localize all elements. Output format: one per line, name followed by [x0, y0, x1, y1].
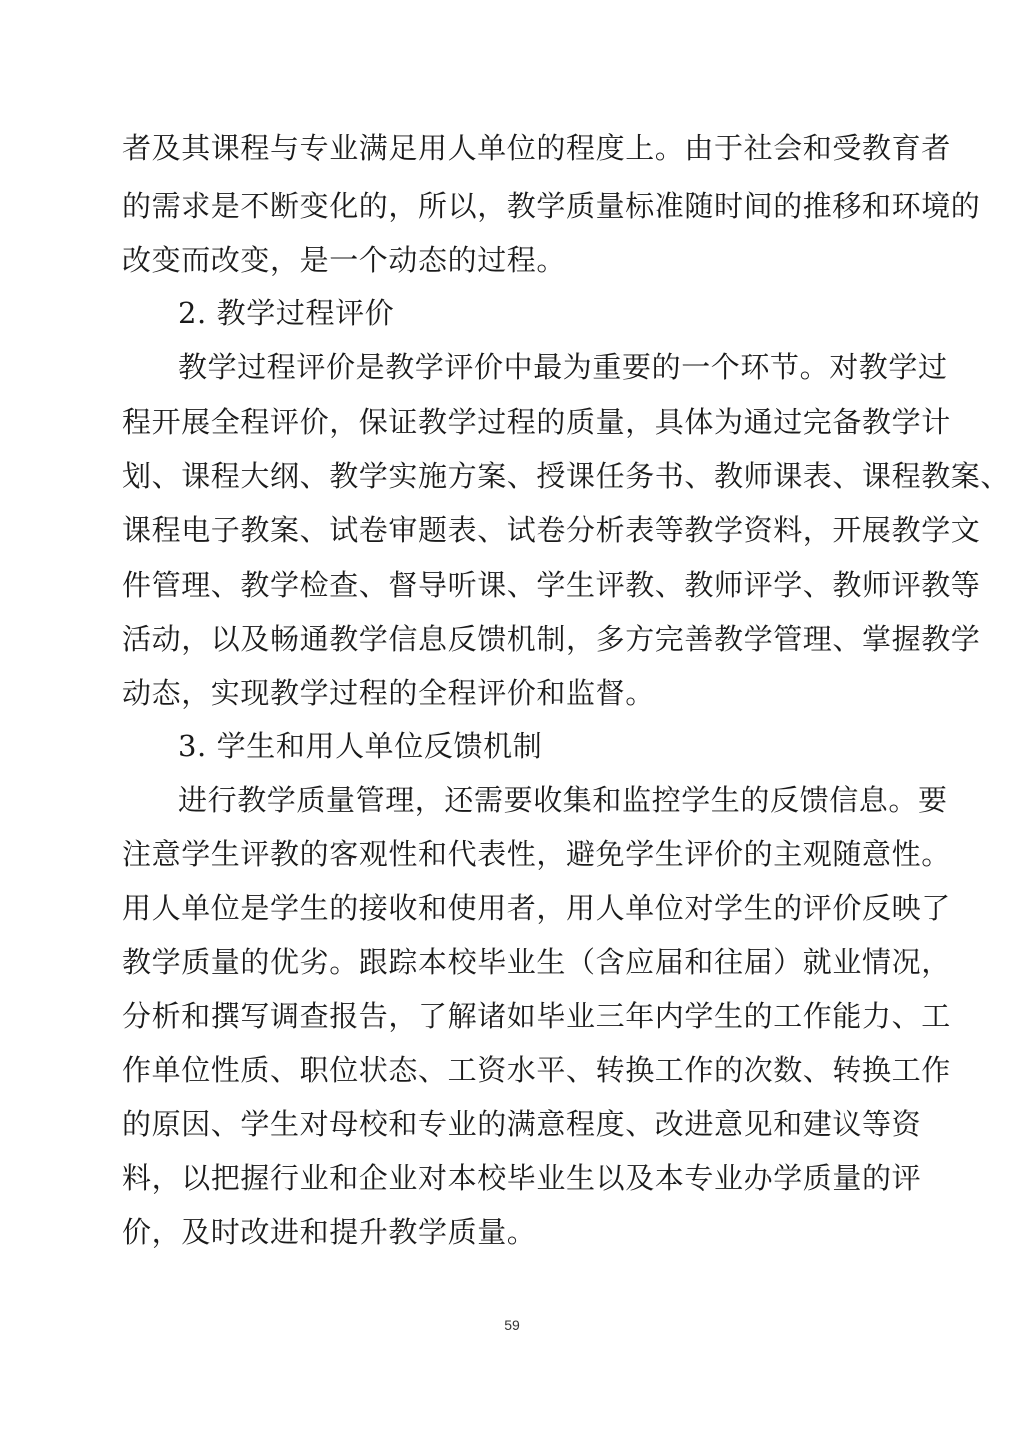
paragraph-2-line-1: 教学过程评价是教学评价中最为重要的一个环节。对教学过 — [178, 350, 948, 384]
paragraph-3-line-9: 价，及时改进和提升教学质量。 — [122, 1215, 537, 1249]
section-heading-3: 3. 学生和用人单位反馈机制 — [178, 729, 543, 763]
paragraph-2-line-3: 划、课程大纲、教学实施方案、授课任务书、教师课表、课程教案、 — [122, 459, 1011, 493]
paragraph-2-line-2: 程开展全程评价，保证教学过程的质量，具体为通过完备教学计 — [122, 405, 951, 439]
paragraph-3-line-2: 注意学生评教的客观性和代表性，避免学生评价的主观随意性。 — [122, 837, 951, 871]
paragraph-2-line-4: 课程电子教案、试卷审题表、试卷分析表等教学资料，开展教学文 — [122, 513, 981, 547]
paragraph-2-line-7: 动态，实现教学过程的全程评价和监督。 — [122, 676, 655, 710]
paragraph-3-line-8: 料，以把握行业和企业对本校毕业生以及本专业办学质量的评 — [122, 1161, 922, 1195]
paragraph-3-line-1: 进行教学质量管理，还需要收集和监控学生的反馈信息。要 — [178, 783, 948, 817]
paragraph-3-line-4: 教学质量的优劣。跟踪本校毕业生（含应届和往届）就业情况， — [122, 945, 951, 979]
page-number: 59 — [504, 1317, 520, 1333]
paragraph-1-line-3: 改变而改变，是一个动态的过程。 — [122, 243, 567, 277]
paragraph-1-line-1: 者及其课程与专业满足用人单位的程度上。由于社会和受教育者 — [122, 131, 951, 165]
paragraph-3-line-7: 的原因、学生对母校和专业的满意程度、改进意见和建议等资 — [122, 1107, 922, 1141]
paragraph-3-line-3: 用人单位是学生的接收和使用者，用人单位对学生的评价反映了 — [122, 891, 951, 925]
paragraph-1-line-2: 的需求是不断变化的，所以，教学质量标准随时间的推移和环境的 — [122, 189, 981, 223]
paragraph-2-line-5: 件管理、教学检查、督导听课、学生评教、教师评学、教师评教等 — [122, 568, 981, 602]
paragraph-3-line-5: 分析和撰写调查报告，了解诸如毕业三年内学生的工作能力、工 — [122, 999, 951, 1033]
section-heading-2: 2. 教学过程评价 — [178, 296, 395, 330]
paragraph-2-line-6: 活动，以及畅通教学信息反馈机制，多方完善教学管理、掌握教学 — [122, 622, 981, 656]
paragraph-3-line-6: 作单位性质、职位状态、工资水平、转换工作的次数、转换工作 — [122, 1053, 951, 1087]
